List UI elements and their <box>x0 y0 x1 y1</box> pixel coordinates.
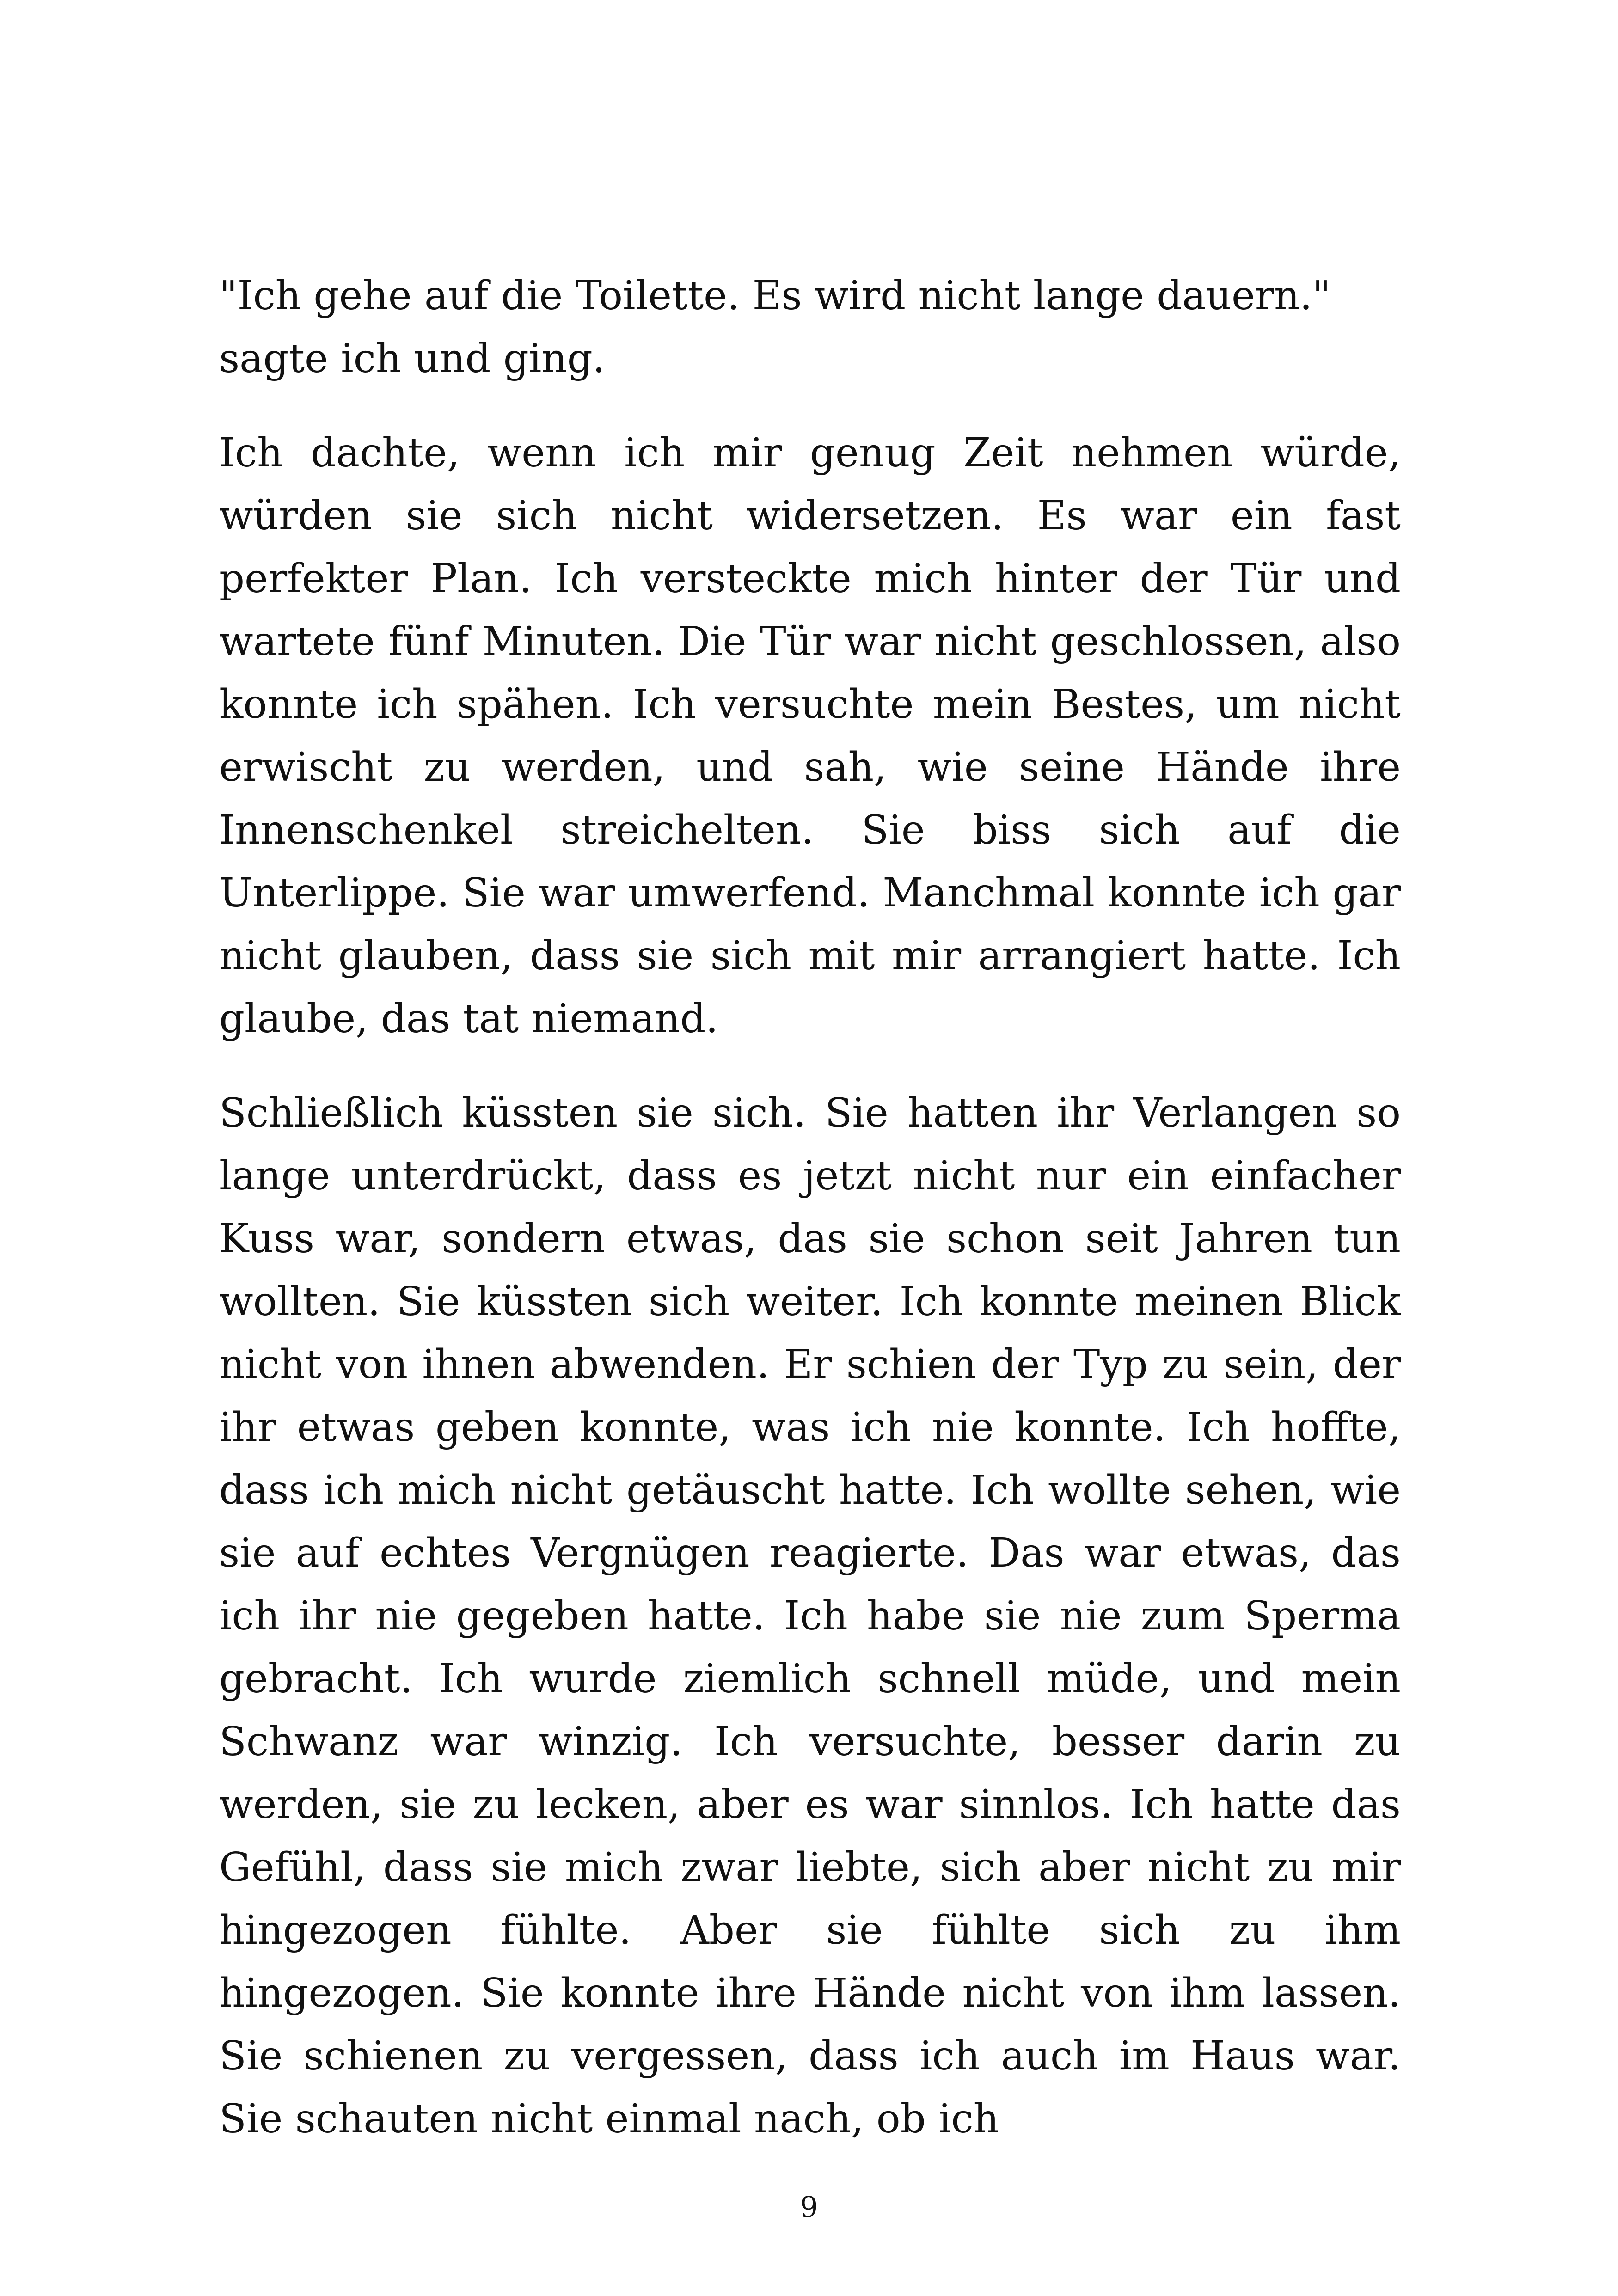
body-text <box>219 264 1401 2182</box>
paragraph-3: Schließlich küssten sie sich. Sie hatten ihr Verlangen so lange unterdrückt, dass es jetzt nicht nur ein einfacher Kuss war, sondern etwas, das sie schon seit Jahren tun wollten. Sie küssten sich weiter. Ich konnte meinen Blick nicht von ihnen abwenden. Er schien der Typ zu sein, der ihr etwas geben konnte, was ich nie konnte. Ich hoffte, dass ich mich nicht getäuscht hatte. Ich wollte sehen, wie sie auf echtes Vergnügen reagierte. Das war etwas, das ich ihr nie gegeben hatte. Ich habe sie nie zum Sperma gebracht. Ich wurde ziemlich schnell müde, und mein Schwanz war winzig. Ich versuchte, besser darin zu werden, sie zu lecken, aber es war sinnlos. Ich hatte das Gefühl, dass sie mich zwar liebte, sich aber nicht zu mir hingezogen fühlte. Aber sie fühlte sich zu ihm hingezogen. Sie konnte ihre Hände nicht von ihm lassen. Sie schienen zu vergessen, dass ich auch im Haus war. Sie schauten nicht einmal nach, ob ich <box>219 1090 1401 2142</box>
paragraph-2: Ich dachte, wenn ich mir genug Zeit nehmen würde, würden sie sich nicht widersetzen. Es war ein fast perfekter Plan. Ich versteckte mich hinter der Tür und wartete fünf Minuten. Die Tür war nicht geschlossen, also konnte ich spähen. Ich versuchte mein Bestes, um nicht erwischt zu werden, und sah, wie seine Hände ihre Innenschenkel streichelten. Sie biss sich auf die Unterlippe. Sie war umwerfend. Manchmal konnte ich gar nicht glauben, dass sie sich mit mir arrangiert hatte. Ich glaube, das tat niemand. <box>219 430 1401 1042</box>
paragraph-1: "Ich gehe auf die Toilette. Es wird nicht lange dauern." sagte ich und ging. <box>219 273 1331 382</box>
page-number: 9 <box>800 2190 818 2224</box>
